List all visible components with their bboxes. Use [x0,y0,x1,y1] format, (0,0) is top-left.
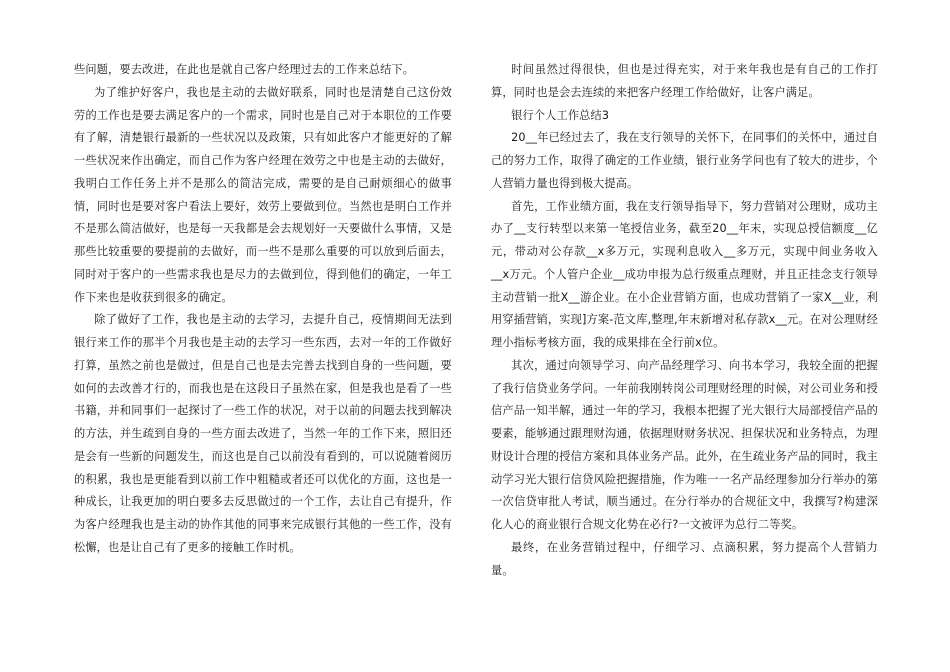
paragraph-performance: 首先，工作业绩方面，我在支行领导指导下，努力营销对公理财，成功主办了__支行转型以来第一笔授信业务，截至20__年末，实现总授信额度__亿元，带动对公存款__x多万元，实现利息收入__多万元，实现中间业务收入__x万元。个人管户企业__成功申报为总行级重点理财，并且正挂念支行领导主动营销一批X__游企业。在小企业营销方面，也成功营销了一家X__业，利用穿插营销，实现]方案-范文库,整理,年末新增对私存款x__元。在对公理财经理小指标考核方面，我的成果排在全行前x位。 [491,199,878,349]
paragraph-continuation: 些问题，要去改进，在此也是就自己客户经理过去的工作来总结下。 [74,63,415,76]
left-text-column [74,59,452,560]
right-text-column [491,59,878,582]
section-heading: 银行个人工作总结3 [511,108,610,122]
paragraph-self-study: 除了做好了工作，我也是主动的去学习，去提升自己，疫情期间无法到银行来工作的那半个月我也是主动的去学习一些东西，去对一年的工作做好打算，虽然之前也是做过，但是自己也是去完善去找到自身的一些问题，要如何的去改善才行的，而我也是在这段日子虽然在家，但是我也是看了一些书籍，并和同事们一起探讨了一些工作的状况，对于以前的问题去找到解决的方法，并生疏到自身的一些方面去改进了，当然一年的工作下来，照旧还是会有一些新的问题发生，而这也是自己以前没有看到的，可以说随着阅历的积累，我也是更能看到以前工作中粗糙或者还可以优化的方面，这也是一种成长，让我更加的明白要多去反思做过的一个工作，去让自己有提升，作为客户经理我也是主动的协作其他的同事来完成银行其他的一些工作，没有松懈，也是让自己有了更多的接触工作时机。 [74,313,452,554]
paragraph-customer-service: 为了维护好客户，我也是主动的去做好联系，同时也是清楚自己这份效劳的工作也是要去满足客户的一个需求，同时也是自己对于本职位的工作要有了解，清楚银行最新的一些状况以及政策，只有如此客户才能更好的了解一些状况来作出确定，而自己作为客户经理在效劳之中也是主动的去做好，我明白工作任务上并不是那么的简洁完成，需要的是自己耐烦细心的做事情，同时也是要对客户看法上要好，效劳上要做到位。当然也是明白工作并不是那么简洁做好，也是每一天我都是会去规划好一天要做什么事情，又是那些比较重要的要提前的去做好，而一些不是那么重要的可以放到后面去，同时对于客户的一些需求我也是尽力的去做到位，得到他们的确定，一年工作下来也是收获到很多的确定。 [74,85,452,304]
paragraph-closing: 时间虽然过得很快，但也是过得充实，对于来年我也是有自己的工作打算，同时也是会去连续的来把客户经理工作给做好，让客户满足。 [491,63,878,99]
paragraph-year-review: 20__年已经过去了，我在支行领导的关怀下，在同事们的关怀中，通过自己的努力工作，取得了确定的工作业绩，银行业务学问也有了较大的进步，个人营销力量也得到极大提高。 [491,131,878,190]
paragraph-final: 最终，在业务营销过程中，仔细学习、点滴积累，努力提高个人营销力量。 [491,540,878,577]
paragraph-learning: 其次，通过向领导学习、向产品经理学习、向书本学习，我较全面的把握了我行信贷业务学问。一年前我刚转岗公司理财经理的时候，对公司业务和授信产品一知半解，通过一年的学习，我根本把握了光大银行大局部授信产品的要素，能够通过跟理财沟通，依据理财财务状况、担保状况和业务特点，为理财设计合理的授信方案和具体业务产品。此外，在生疏业务产品的同时，我主动学习光大银行信贷风险把握措施，作为唯一一名产品经理参加分行举办的第一次信贷审批人考试，顺当通过。在分行举办的合规征文中，我撰写?构建深化人心的商业银行合规文化势在必行?一文被评为总行二等奖。 [491,358,878,531]
